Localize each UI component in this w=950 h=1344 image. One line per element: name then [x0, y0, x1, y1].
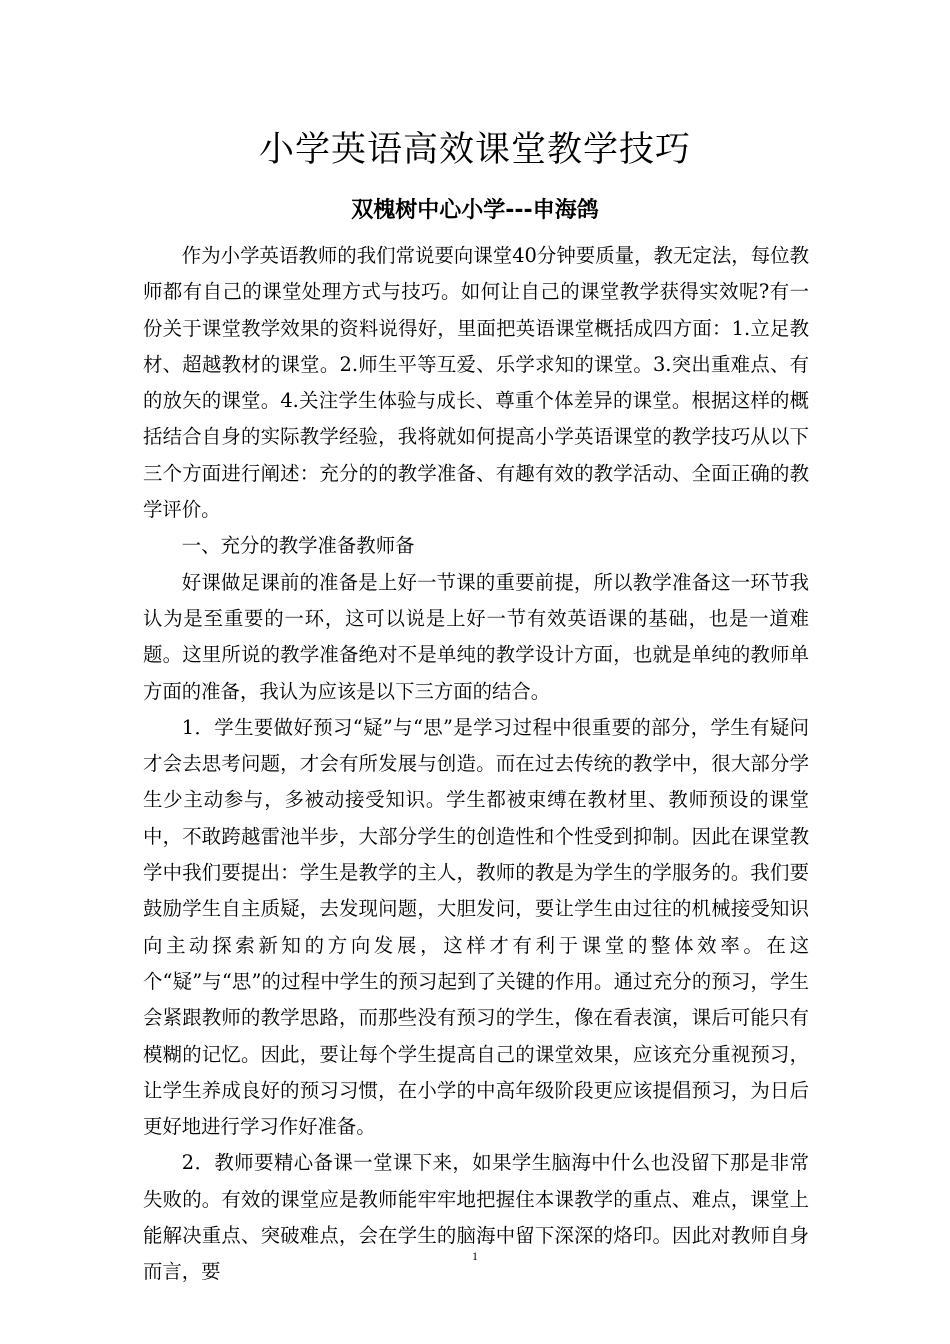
section-heading: 一、充分的教学准备教师备: [181, 534, 415, 558]
document-body: [143, 238, 809, 1291]
document-subtitle: 双槐树中心小学---申海鸽: [351, 198, 599, 223]
page-number: 1: [472, 1249, 478, 1263]
paragraph-student-preview: 1．学生要做好预习“疑”与“思”是学习过程中很重要的部分，学生有疑问才会去思考问题，才会有所发展与创造。而在过去传统的教学中，很大部分学生少主动参与，多被动接受知识。学生都被束缚在教材里、教师预设的课堂中，不敢跨越雷池半步，大部分学生的创造性和个性受到抑制。因此在课堂教学中我们要提出：学生是教学的主人，教师的教是为学生的学服务的。我们要鼓励学生自主质疑，去发现问题，大胆发问，要让学生由过往的机械接受知识向主动探索新知的方向发展，这样才有利于课堂的整体效率。在这个“疑”与“思”的过程中学生的预习起到了关键的作用。通过充分的预习，学生会紧跟教师的教学思路，而那些没有预习的学生，像在看表演，课后可能只有模糊的记忆。因此，要让每个学生提高自己的课堂效果，应该充分重视预习，让学生养成良好的预习习惯，在小学的中高年级阶段更应该提倡预习，为日后更好地进行学习作好准备。: [143, 715, 809, 1139]
paragraph-intro: 作为小学英语教师的我们常说要向课堂40分钟要质量，教无定法，每位教师都有自己的课堂处理方式与技巧。如何让自己的课堂教学获得实效呢?有一份关于课堂教学效果的资料说得好，里面把英语课堂概括成四方面：1.立足教材、超越教材的课堂。2.师生平等互爱、乐学求知的课堂。3.突出重难点、有的放矢的课堂。4.关注学生体验与成长、尊重个体差异的课堂。根据这样的概括结合自身的实际教学经验，我将就如何提高小学英语课堂的教学技巧从以下三个方面进行阐述：充分的的教学准备、有趣有效的教学活动、全面正确的教学评价。: [143, 244, 809, 522]
document-title: 小学英语高效课堂教学技巧: [258, 130, 691, 170]
paragraph-preparation: 好课做足课前的准备是上好一节课的重要前提，所以教学准备这一环节我认为是至重要的一环，这可以说是上好一节有效英语课的基础，也是一道难题。这里所说的教学准备绝对不是单纯的教学设计方面，也就是单纯的教师单方面的准备，我认为应该是以下三方面的结合。: [143, 570, 809, 703]
paragraph-teacher-prepare: 2．教师要精心备课一堂课下来，如果学生脑海中什么也没留下那是非常失败的。有效的课堂应是教师能牢牢地把握住本课教学的重点、难点，课堂上能解决重点、突破难点，会在学生的脑海中留下深深的烙印。因此对教师自身而言，要: [143, 1151, 809, 1284]
